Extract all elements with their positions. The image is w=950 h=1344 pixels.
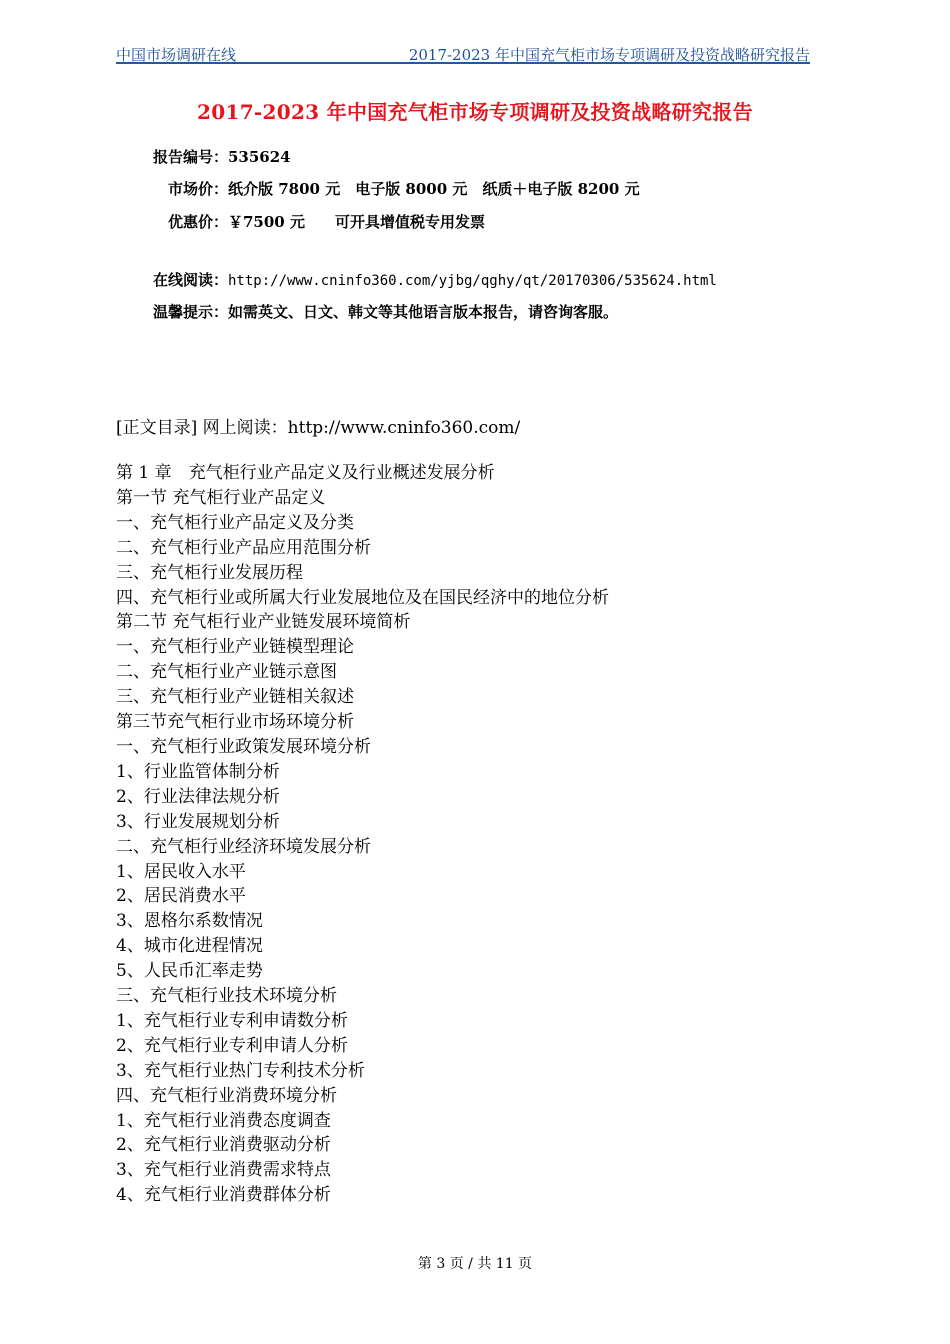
toc-item: 1、充气柜行业消费态度调查 <box>116 1110 331 1131</box>
discount-price-label: 优惠价： <box>167 213 228 231</box>
online-reading-link[interactable]: http://www.cninfo360.com/yjbg/qghy/qt/20170306/535624.html <box>228 273 717 289</box>
header-site-name: 中国市场调研在线 <box>116 46 237 64</box>
toc-item: 第三节充气柜行业市场环境分析 <box>116 712 354 733</box>
toc-item: 二、充气柜行业产品应用范围分析 <box>116 537 371 558</box>
toc-item: 四、充气柜行业消费环境分析 <box>116 1085 337 1106</box>
market-price-row <box>116 178 640 199</box>
document-title: 2017-2023 年中国充气柜市场专项调研及投资战略研究报告 <box>197 100 753 124</box>
tip-value: 如需英文、日文、韩文等其他语言版本报告，请咨询客服。 <box>228 303 619 321</box>
toc-item: 1、行业监管体制分析 <box>116 761 280 782</box>
online-reading-row <box>116 269 717 290</box>
toc-item: 第二节 充气柜行业产业链发展环境简析 <box>116 612 411 633</box>
toc-item: 1、充气柜行业专利申请数分析 <box>116 1010 348 1031</box>
toc-item: 2、充气柜行业消费驱动分析 <box>116 1135 331 1156</box>
discount-price-value: ￥7500 元 可开具增值税专用发票 <box>228 213 485 231</box>
toc-item: 2、居民消费水平 <box>116 886 246 907</box>
toc-item: 1、居民收入水平 <box>116 861 246 882</box>
toc-item: 四、充气柜行业或所属大行业发展地位及在国民经济中的地位分析 <box>116 587 609 608</box>
table-of-contents <box>116 461 609 1208</box>
toc-item: 第一节 充气柜行业产品定义 <box>116 487 326 508</box>
report-number-label: 报告编号： <box>152 148 228 166</box>
toc-item: 第 1 章 充气柜行业产品定义及行业概述发展分析 <box>116 463 495 483</box>
toc-item: 2、充气柜行业专利申请人分析 <box>116 1035 348 1056</box>
toc-item: 2、行业法律法规分析 <box>116 786 280 807</box>
toc-item: 二、充气柜行业产业链示意图 <box>116 662 337 683</box>
toc-item: 一、充气柜行业政策发展环境分析 <box>116 736 371 757</box>
toc-item: 三、充气柜行业技术环境分析 <box>116 986 337 1007</box>
toc-item: 3、恩格尔系数情况 <box>116 911 263 932</box>
header-report-title: 2017-2023 年中国充气柜市场专项调研及投资战略研究报告 <box>408 46 810 64</box>
page-footer: 第 3 页 / 共 11 页 <box>417 1256 533 1272</box>
toc-item: 3、充气柜行业热门专利技术分析 <box>116 1060 365 1081</box>
toc-item: 二、充气柜行业经济环境发展分析 <box>116 836 371 857</box>
toc-intro: [正文目录] 网上阅读：http://www.cninfo360.com/ <box>116 418 521 438</box>
page-header <box>116 42 810 64</box>
report-number-value: 535624 <box>228 148 291 166</box>
toc-item: 3、行业发展规划分析 <box>116 811 280 832</box>
market-price-label: 市场价： <box>167 180 228 198</box>
toc-item: 一、充气柜行业产品定义及分类 <box>116 512 354 533</box>
tip-label: 温馨提示： <box>152 303 228 321</box>
report-number-row <box>116 146 291 167</box>
market-price-value: 纸介版 7800 元 电子版 8000 元 纸质＋电子版 8200 元 <box>228 180 640 198</box>
toc-item: 4、城市化进程情况 <box>116 936 263 957</box>
toc-item: 一、充气柜行业产业链模型理论 <box>116 637 354 658</box>
discount-price-row <box>116 211 485 232</box>
online-reading-label: 在线阅读： <box>152 271 228 289</box>
toc-item: 三、充气柜行业发展历程 <box>116 562 303 583</box>
toc-item: 4、充气柜行业消费群体分析 <box>116 1185 331 1206</box>
toc-item: 5、人民币汇率走势 <box>116 961 263 982</box>
toc-item: 3、充气柜行业消费需求特点 <box>116 1160 331 1181</box>
tip-row <box>116 301 618 322</box>
toc-item: 三、充气柜行业产业链相关叙述 <box>116 687 354 708</box>
